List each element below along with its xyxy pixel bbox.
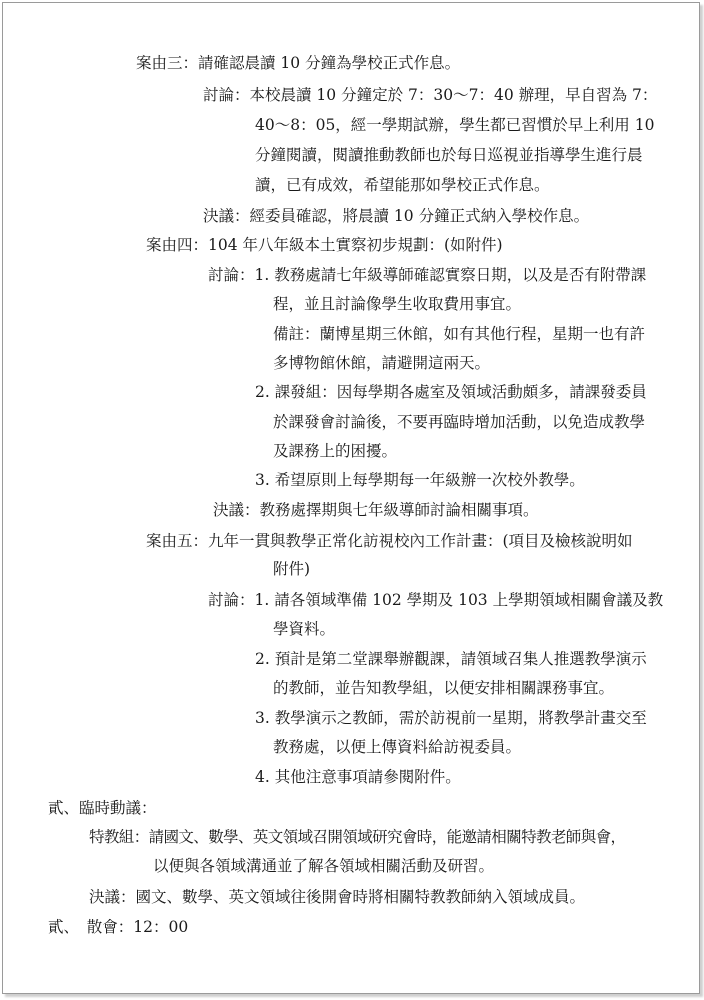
text-line: 3. 教學演示之教師，需於訪視前一星期，將教學計畫交至: [255, 709, 647, 727]
text-line: 2. 課發組：因每學期各處室及領域活動頗多，請課發委員: [255, 383, 647, 401]
text-line: 討論：1. 教務處請七年級導師確認實察日期，以及是否有附帶課: [208, 266, 647, 284]
text-line: 案由三：請確認晨讀 10 分鐘為學校正式作息。: [136, 54, 461, 72]
text-line: 的教師，並告知教學組，以便安排相關課務事宜。: [273, 679, 615, 697]
text-line: 決議：教務處擇期與七年級導師討論相關事項。: [213, 501, 539, 519]
text-line: 教務處，以便上傳資料給訪視委員。: [273, 738, 522, 756]
section-heading: 貳、 散會：12：00: [48, 918, 189, 936]
text-line: 分鐘閱讀，閱讀推動教師也於每日巡視並指導學生進行晨: [255, 146, 643, 164]
text-line: 決議：國文、數學、英文領域往後開會時將相關特教教師納入領域成員。: [89, 888, 586, 906]
section-heading: 貳、臨時動議：: [48, 799, 157, 817]
text-line: 案由四：104 年八年級本土實察初步規劃：(如附件): [146, 236, 503, 254]
text-line: 程，並且討論像學生收取費用事宜。: [273, 295, 522, 313]
text-line: 學資料。: [273, 620, 336, 638]
text-line: 讀，已有成效，希望能那如學校正式作息。: [255, 176, 550, 194]
text-line: 備註：蘭博星期三休館，如有其他行程，星期一也有許: [273, 325, 646, 343]
text-line: 附件): [273, 560, 311, 578]
text-line: 於課發會討論後，不要再臨時增加活動，以免造成教學: [273, 413, 646, 431]
text-line: 討論：1. 請各領域準備 102 學期及 103 上學期領域相關會議及教: [208, 591, 664, 609]
text-line: 3. 希望原則上每學期每一年級辦一次校外教學。: [255, 471, 585, 489]
document-page: [2, 2, 700, 994]
text-line: 以便與各領域溝通並了解各領域相關活動及研習。: [153, 857, 495, 875]
text-line: 決議：經委員確認，將晨讀 10 分鐘正式納入學校作息。: [203, 207, 590, 225]
text-line: 及課務上的困擾。: [273, 442, 398, 460]
text-line: 討論：本校晨讀 10 分鐘定於 7：30～7：40 辦理，早自習為 7：: [203, 86, 658, 104]
text-line: 40～8：05，經一學期試辦，學生都已習慣於早上利用 10: [255, 116, 655, 134]
text-line: 特教組：請國文、數學、英文領域召開領域研究會時，能邀請相關特教老師與會，: [89, 828, 626, 846]
text-line: 4. 其他注意事項請參閱附件。: [255, 768, 461, 786]
text-line: 案由五：九年一貫與教學正常化訪視校內工作計畫：(項目及檢核說明如: [146, 532, 633, 550]
text-line: 多博物館休館，請避開這兩天。: [273, 354, 491, 372]
text-line: 2. 預計是第二堂課舉辦觀課，請領域召集人推選教學演示: [255, 650, 647, 668]
